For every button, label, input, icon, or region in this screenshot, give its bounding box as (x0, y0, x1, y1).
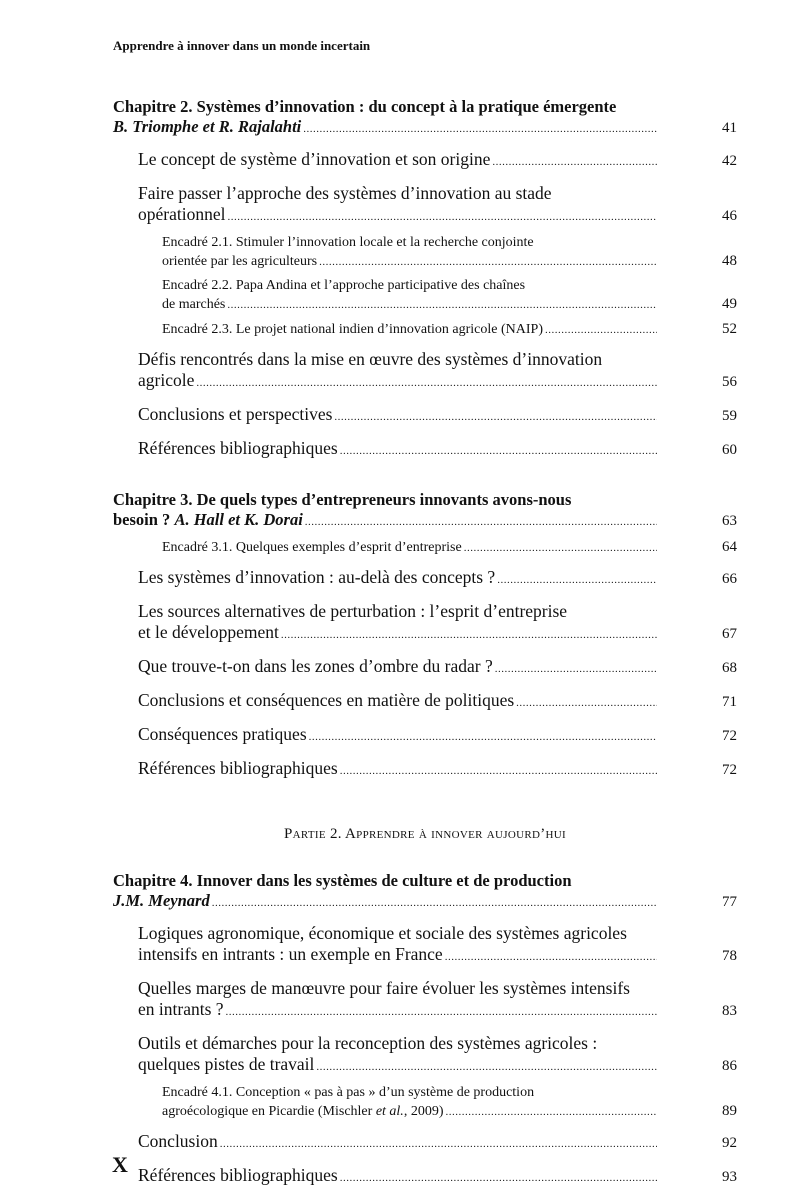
entry-last-line (138, 567, 737, 591)
entry-text: et le développement (138, 622, 279, 642)
entry-last-line (138, 1165, 737, 1189)
section-entry[interactable] (113, 724, 737, 748)
entry-last-line (138, 204, 737, 228)
entry-text-line: Encadré 2.2. Papa Andina et l’approche participative des chaînes (162, 278, 526, 293)
page-number: 89 (722, 1103, 737, 1119)
entry-text: intensifs en intrants : un exemple en France (138, 944, 443, 964)
chapter-title-continuation: besoin ? (113, 510, 175, 529)
encadre-entry[interactable] (113, 538, 737, 557)
page-number: 93 (722, 1169, 737, 1185)
chapter-heading[interactable] (113, 97, 737, 139)
chapter-2 (113, 97, 737, 462)
dot-leader (196, 373, 657, 394)
entry-text: Le concept de système d’innovation et son origine (138, 149, 491, 169)
entry-text: Références bibliographiques (138, 438, 338, 458)
entry-text-line: Les sources alternatives de perturbation : l’esprit d’entreprise (138, 601, 568, 621)
chapter-author: A. Hall et K. Dorai (174, 510, 303, 529)
entry-text: Conclusions et conséquences en matière de politiques (138, 690, 515, 710)
dot-leader (220, 1134, 657, 1155)
page-number: 66 (722, 571, 737, 587)
section-entry[interactable] (113, 656, 737, 680)
dot-leader (319, 253, 657, 271)
part-heading: Partie 2. Apprendre à innover aujourd’hui (284, 826, 566, 842)
entry-last-line (138, 724, 737, 748)
entry-text: Références bibliographiques (138, 758, 338, 778)
page-number: 72 (722, 762, 737, 778)
chapter-heading[interactable] (113, 490, 737, 532)
dot-leader (316, 1057, 657, 1078)
page-number: 86 (722, 1058, 737, 1074)
page-number: 41 (722, 120, 737, 136)
page-number: 48 (722, 253, 737, 269)
entry-text: opérationnel (138, 204, 226, 224)
section-entry[interactable] (113, 923, 737, 968)
chapter-author-text (113, 117, 301, 137)
dot-leader (340, 761, 657, 782)
entry-text: Encadré 3.1. Quelques exemples d’esprit d’entreprise (162, 540, 462, 555)
dot-leader (492, 152, 657, 173)
entry-last-line (138, 758, 737, 782)
entry-last-line (138, 1131, 737, 1155)
encadre-entry[interactable] (113, 277, 737, 314)
dot-leader (445, 947, 657, 968)
encadre-entry[interactable] (113, 1084, 737, 1121)
dot-leader (303, 119, 657, 139)
dot-leader (309, 727, 657, 748)
encadre-entry[interactable] (113, 234, 737, 271)
dot-leader (495, 659, 657, 680)
dot-leader (497, 570, 657, 591)
running-head: Apprendre à innover dans un monde incertain (113, 38, 371, 53)
section-entry[interactable] (113, 149, 737, 173)
page-number: 71 (722, 694, 737, 710)
entry-text-line: Défis rencontrés dans la mise en œuvre des systèmes d’innovation (138, 349, 603, 369)
entry-text-line: Faire passer l’approche des systèmes d’innovation au stade (138, 183, 552, 203)
section-entry[interactable] (113, 690, 737, 714)
entry-text: en intrants ? (138, 999, 224, 1019)
entry-text-line: Quelles marges de manœuvre pour faire évoluer les systèmes intensifs (138, 978, 630, 998)
page-number: 68 (722, 660, 737, 676)
section-entry[interactable] (113, 758, 737, 782)
dot-leader (340, 441, 657, 462)
entry-text: Que trouve-t-on dans les zones d’ombre du radar ? (138, 656, 493, 676)
section-entry[interactable] (113, 404, 737, 428)
entry-last-line (162, 538, 737, 557)
page-number: 60 (722, 442, 737, 458)
entry-last-line (138, 622, 737, 646)
chapter-title: Chapitre 2. Systèmes d’innovation : du concept à la pratique émergente (113, 97, 617, 116)
chapter-heading[interactable] (113, 871, 737, 913)
entry-text: de marchés (162, 297, 226, 312)
entry-last-line (138, 149, 737, 173)
section-entry[interactable] (113, 567, 737, 591)
entry-text: Les systèmes d’innovation : au-delà des concepts ? (138, 567, 496, 587)
section-entry[interactable] (113, 438, 737, 462)
chapter-title: Chapitre 3. De quels types d’entrepreneurs innovants avons-nous (113, 490, 572, 509)
dot-leader (516, 693, 657, 714)
page-number: 77 (722, 894, 737, 910)
page-number: 92 (722, 1135, 737, 1151)
entry-last-line (138, 999, 737, 1023)
page-number: 64 (722, 539, 737, 555)
section-entry[interactable] (113, 978, 737, 1023)
dot-leader (227, 296, 657, 314)
dot-leader (226, 1002, 657, 1023)
dot-leader (445, 1103, 657, 1121)
dot-leader (340, 1168, 657, 1189)
entry-last-line (162, 252, 737, 271)
chapter-title: Chapitre 4. Innover dans les systèmes de culture et de production (113, 871, 572, 890)
page-number: 46 (722, 208, 737, 224)
page-number: 59 (722, 408, 737, 424)
entry-text-line: Outils et démarches pour la reconception des systèmes agricoles : (138, 1033, 598, 1053)
section-entry[interactable] (113, 183, 737, 228)
section-entry[interactable] (113, 601, 737, 646)
entry-last-line (162, 320, 737, 339)
page-number: 78 (722, 948, 737, 964)
entry-last-line (138, 438, 737, 462)
entry-last-line (162, 1102, 737, 1121)
dot-leader (227, 207, 657, 228)
entry-text: orientée par les agriculteurs (162, 254, 318, 269)
entry-last-line (162, 295, 737, 314)
page-folio: X (112, 1152, 128, 1177)
dot-leader (281, 625, 657, 646)
page-number: 63 (722, 513, 737, 529)
entry-text: agricole (138, 370, 195, 390)
entry-text: Encadré 2.3. Le projet national indien d’innovation agricole (NAIP) (162, 322, 543, 337)
entry-last-line (138, 404, 737, 428)
chapter-author-line (113, 510, 737, 532)
dot-leader (464, 539, 657, 557)
entry-text: Conclusion (138, 1131, 218, 1151)
chapter-author-line (113, 117, 737, 139)
chapter-author-text (113, 891, 210, 911)
entry-text-line: Encadré 2.1. Stimuler l’innovation locale et la recherche conjointe (162, 235, 534, 250)
entry-last-line (138, 370, 737, 394)
entry-text: Références bibliographiques (138, 1165, 338, 1185)
section-entry[interactable] (113, 1033, 737, 1078)
chapter-author-text (113, 510, 303, 530)
entry-text-line: Logiques agronomique, économique et sociale des systèmes agricoles (138, 923, 627, 943)
page-number: 52 (722, 321, 737, 337)
section-entry[interactable] (113, 349, 737, 394)
page-number: 67 (722, 626, 737, 642)
chapter-4 (113, 871, 737, 1189)
chapter-author: B. Triomphe et R. Rajalahti (113, 117, 302, 136)
chapter-author-line (113, 891, 737, 913)
page-number: 72 (722, 728, 737, 744)
entry-text: agroécologique en Picardie (Mischler et al., 2009) (162, 1104, 444, 1119)
encadre-entry[interactable] (113, 320, 737, 339)
entry-text: quelques pistes de travail (138, 1054, 315, 1074)
section-entry[interactable] (113, 1131, 737, 1155)
page-number: 42 (722, 153, 737, 169)
page-number: 49 (722, 296, 737, 312)
entry-last-line (138, 656, 737, 680)
entry-text: Conséquences pratiques (138, 724, 307, 744)
entry-text: Conclusions et perspectives (138, 404, 333, 424)
page-number: 56 (722, 374, 737, 390)
dot-leader (305, 512, 657, 532)
dot-leader (545, 321, 657, 339)
chapter-author: J.M. Meynard (113, 891, 210, 910)
chapter-3 (113, 490, 737, 782)
page-number: 83 (722, 1003, 737, 1019)
entry-text-line: Encadré 4.1. Conception « pas à pas » d’un système de production (162, 1085, 535, 1100)
entry-last-line (138, 1054, 737, 1078)
entry-last-line (138, 690, 737, 714)
dot-leader (212, 893, 657, 913)
dot-leader (334, 407, 657, 428)
entry-last-line (138, 944, 737, 968)
section-entry[interactable] (113, 1165, 737, 1189)
table-of-contents (113, 97, 737, 1189)
